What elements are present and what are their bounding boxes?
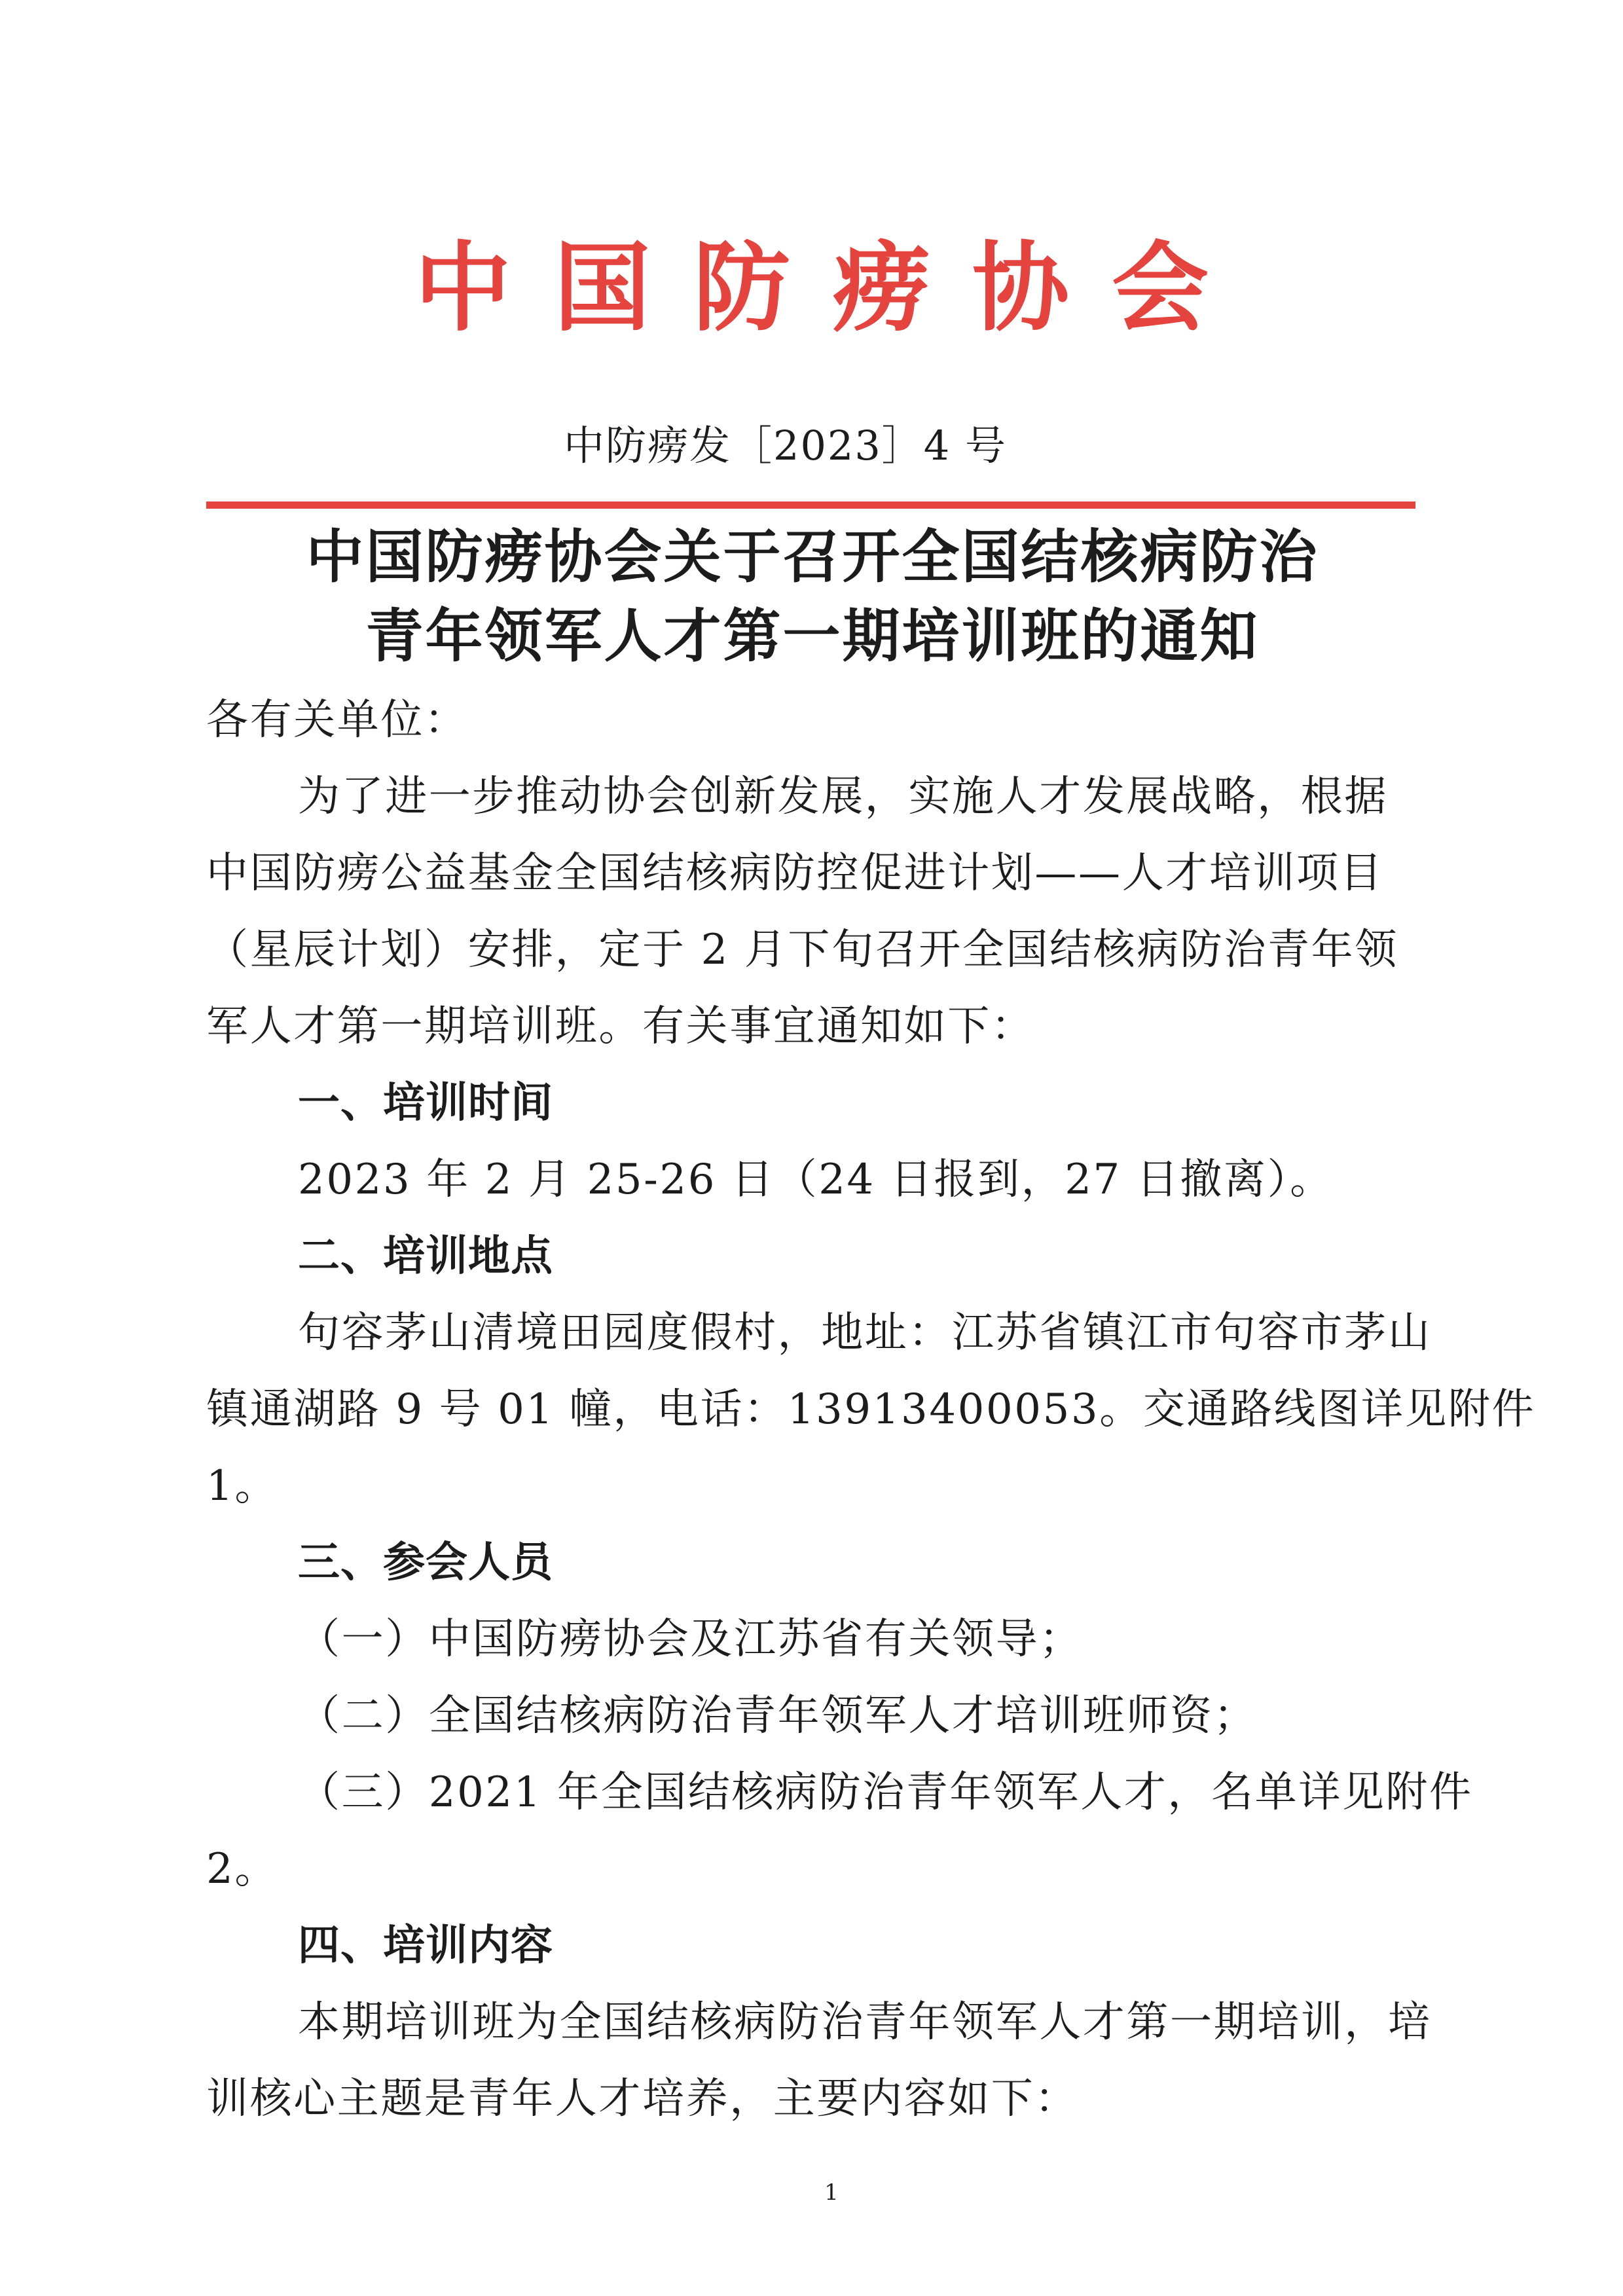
red-divider-line: [206, 501, 1415, 509]
title-line-2: 青年领军人才第一期培训班的通知: [365, 602, 1260, 670]
org-letterhead: 中国防痨协会: [414, 232, 1251, 344]
section-heading-attendees: 三、参会人员: [298, 1539, 553, 1587]
section-line: 镇通湖路 9 号 01 幢，电话：13913400053。交通路线图详见附件: [206, 1385, 1536, 1434]
section-heading-training-content: 四、培训内容: [298, 1922, 553, 1970]
section-line: 训核心主题是青年人才培养，主要内容如下：: [206, 2075, 1078, 2123]
section-line: 句容茅山清境田园度假村，地址：江苏省镇江市句容市茅山: [298, 1309, 1432, 1357]
section-line: （三）2021 年全国结核病防治青年领军人才，名单详见附件: [298, 1768, 1473, 1817]
section-heading-training-location: 二、培训地点: [298, 1232, 553, 1281]
intro-line: 为了进一步推动协会创新发展，实施人才发展战略，根据: [298, 773, 1388, 821]
page-number: 1: [824, 2179, 839, 2206]
section-line: 1。: [206, 1462, 278, 1510]
intro-line: （星辰计划）安排，定于 2 月下旬召开全国结核病防治青年领: [206, 926, 1398, 974]
intro-line: 中国防痨公益基金全国结核病防控促进计划——人才培训项目: [206, 849, 1384, 898]
section-line: 2023 年 2 月 25-26 日（24 日报到，27 日撤离）。: [298, 1156, 1334, 1204]
document-body: [206, 682, 1536, 2138]
document-title: [0, 517, 1623, 676]
intro-line: 军人才第一期培训班。有关事宜通知如下：: [206, 1002, 1035, 1051]
section-line: （二）全国结核病防治青年领军人才培训班师资；: [298, 1692, 1258, 1740]
section-line: 2。: [206, 1845, 278, 1893]
section-heading-training-time: 一、培训时间: [298, 1079, 553, 1127]
section-line: 本期培训班为全国结核病防治青年领军人才第一期培训，培: [298, 1998, 1432, 2047]
title-line-1: 中国防痨协会关于召开全国结核病防治: [306, 522, 1319, 591]
document-number: 中防痨发［2023］4 号: [564, 422, 1007, 469]
salutation: 各有关单位：: [206, 696, 468, 744]
section-line: （一）中国防痨协会及江苏省有关领导；: [298, 1615, 1083, 1664]
